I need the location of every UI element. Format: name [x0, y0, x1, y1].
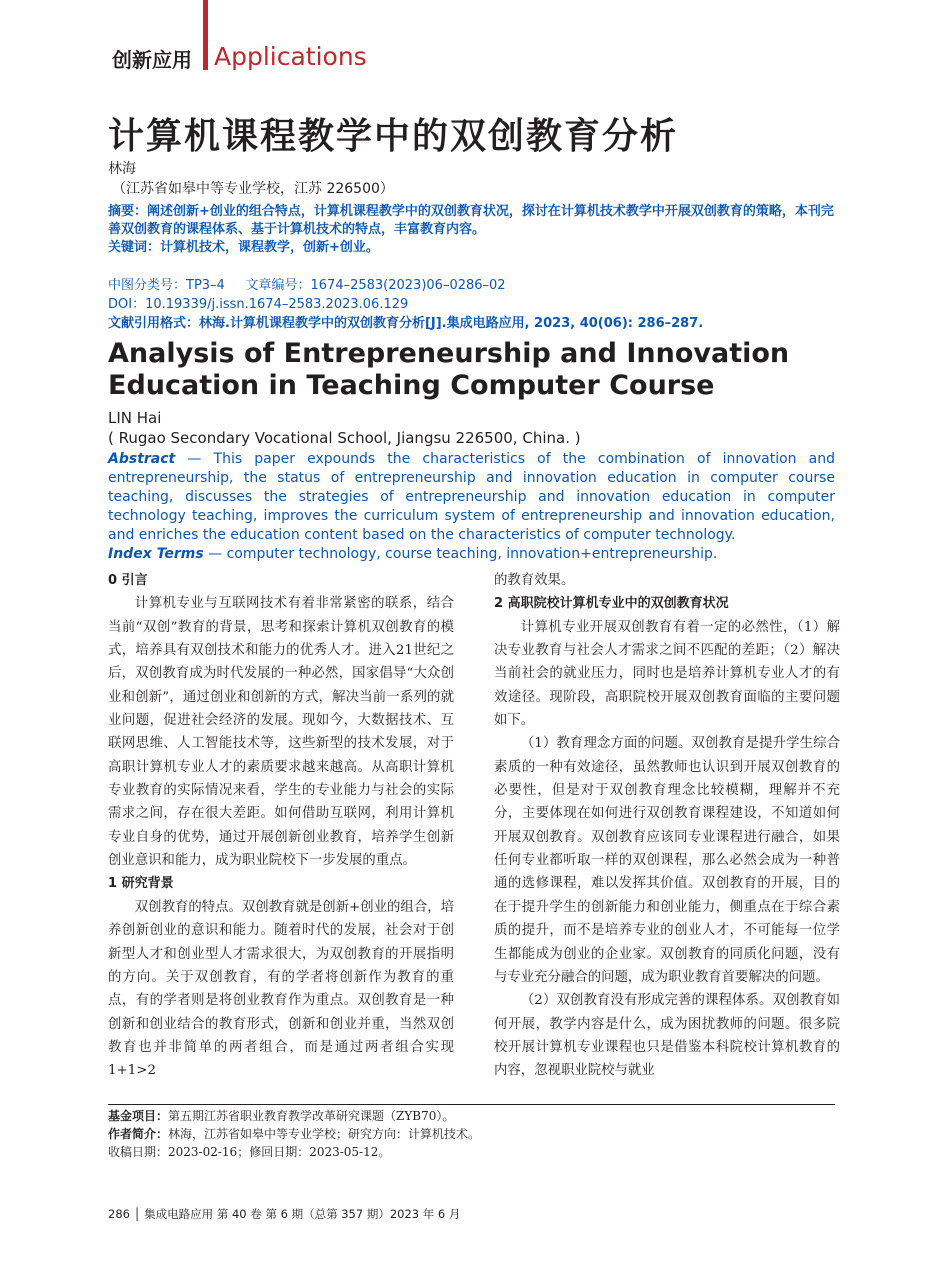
- right-column: [494, 569, 840, 1083]
- abstract-cn: 摘要：阐述创新+创业的组合特点，计算机课程教学中的双创教育状况，探讨在计算机技术教学中开展双创教育的策略，本刊完善双创教育的课程体系、基于计算机技术的特点，丰富教育内容。: [108, 204, 834, 237]
- classification-line: [108, 277, 848, 295]
- section-label-cn: 创新应用: [112, 48, 192, 72]
- article-number: 文章编号：1674–2583(2023)06–0286–02: [245, 278, 506, 293]
- section-divider-bar: [203, 0, 208, 70]
- paragraph-introduction: 计算机专业与互联网技术有着非常紧密的联系，结合当前“双创”教育的背景，思考和探索计算机双创教育的模式，培养具有双创技术和能力的优秀人才。进入21世纪之后，双创教育成为时代发展的一种必然，国家倡导“大众创业和创新”，通过创业和创新的方式，解决当前一系列的就业问题，促进社会经济的发展。现如今，大数据技术、互联网思维、人工智能技术等，这些新型的技术发展，对于高职计算机专业人才的素质要求越来越高。从高职计算机专业教育的实际情况来看，学生的专业能力与社会的实际需求之间，存在很大差距。如何借助互联网，利用计算机专业自身的优势，通过开展创新创业教育，培养学生创新创业意识和能力，成为职业院校下一步发展的重点。: [108, 596, 454, 869]
- page-title-cn: 计算机课程教学中的双创教育分析: [108, 116, 679, 157]
- fund-text: 第五期江苏省职业教育教学改革研究课题（ZYB70）。: [168, 1109, 455, 1123]
- abstract-en-label: Abstract: [108, 451, 176, 467]
- page-title-en: Analysis of Entrepreneurship and Innovation Education in Teaching Computer Course: [108, 338, 790, 401]
- abstract-cn-block: [108, 203, 836, 257]
- citation: 文献引用格式：林海.计算机课程教学中的双创教育分析[J].集成电路应用, 2023, 40(06): 286–287.: [108, 316, 704, 331]
- fund-label: 基金项目：: [108, 1109, 169, 1123]
- affiliation-en: ( Rugao Secondary Vocational School, Jiangsu 226500, China. ): [108, 429, 581, 447]
- left-column: [108, 569, 454, 1083]
- paragraph-continued: 的教育效果。: [494, 573, 575, 588]
- heading-introduction: 0 引言: [108, 573, 148, 588]
- index-terms-label: Index Terms: [108, 546, 204, 562]
- author-cn: 林海: [108, 161, 136, 177]
- doi: DOI：10.19339/j.issn.1674–2583.2023.06.129: [108, 297, 409, 312]
- keywords-cn: 关键词：计算机技术，课程教学，创新+创业。: [108, 240, 379, 255]
- footnote-divider: [108, 1104, 835, 1105]
- author-en: LIN Hai: [108, 409, 162, 427]
- index-terms-text: — computer technology, course teaching, innovation+entrepreneurship.: [203, 546, 718, 562]
- abstract-en-text: — This paper expounds the characteristics of the combination of innovation and entrepreneurship, the status of entrepreneurship and innovation education in computer course teaching, discusses the strategies of entrepreneurship and innovation education in computer technology teaching, improves the curriculum system of entrepreneurship and innovation education, and enriches the education content based on the characteristics of computer technology.: [108, 451, 835, 543]
- heading-status: 2 高职院校计算机专业中的双创教育状况: [494, 596, 729, 612]
- bio-text: 林海，江苏省如皋中等专业学校；研究方向：计算机技术。: [168, 1127, 481, 1141]
- paragraph-curriculum-issue: （2）双创教育没有形成完善的课程体系。双创教育如何开展，教学内容是什么，成为困扰教师的问题。很多院校开展计算机专业课程也只是借鉴本科院校计算机教育的内容，忽视职业院校与就业: [494, 993, 840, 1079]
- heading-background: 1 研究背景: [108, 876, 174, 892]
- affiliation-cn: （江苏省如皋中等专业学校，江苏 226500）: [112, 181, 394, 197]
- bio-label: 作者简介：: [108, 1127, 169, 1141]
- footnote-fund: [108, 1108, 848, 1125]
- classification: 中图分类号：TP3–4: [108, 278, 225, 293]
- paragraph-concept-issue: （1）教育理念方面的问题。双创教育是提升学生综合素质的一种有效途径，虽然教师也认识到开展双创教育的必要性，但是对于双创教育理念比较模糊，理解并不充分，主要体现在如何进行双创教育课程建设，不知道如何开展双创教育。双创教育应该同专业课程进行融合，如果任何专业都听取一样的双创课程，那么必然会成为一种普通的选修课程，难以发挥其价值。双创教育的开展，目的在于提升学生的创新能力和创业能力，侧重点在于综合素质的提升，而不是培养专业的创业人才，不可能每一位学生都能成为创业的企业家。双创教育的同质化问题，没有与专业充分融合的问题，成为职业教育首要解决的问题。: [494, 736, 840, 985]
- paragraph-status: 计算机专业开展双创教育有着一定的必然性，（1）解决专业教育与社会人才需求之间不匹配的差距；（2）解决当前社会的就业压力，同时也是培养计算机专业人才的有效途径。现阶段，高职院校开展双创教育面临的主要问题如下。: [494, 619, 840, 729]
- index-terms: [108, 545, 848, 564]
- footnote-dates: 收稿日期：2023-02-16；修回日期：2023-05-12。: [108, 1145, 391, 1159]
- abstract-en: [108, 450, 835, 545]
- section-label-en: Applications: [214, 42, 367, 71]
- footnote-bio: [108, 1126, 848, 1143]
- page-footer: 286 │ 集成电路应用 第 40 卷 第 6 期（总第 357 期）2023 年 6 月: [108, 1207, 461, 1221]
- paragraph-background: 双创教育的特点。双创教育就是创新+创业的组合，培养创新创业的意识和能力。随着时代的发展，社会对于创新型人才和创业型人才需求很大，为双创教育的开展指明的方向。关于双创教育，有的学者将创新作为教育的重点，有的学者则是将创业教育作为重点。双创教育是一种创新和创业结合的教育形式，创新和创业并重，当然双创教育也并非简单的两者组合，而是通过两者组合实现1+1>2: [108, 899, 454, 1079]
